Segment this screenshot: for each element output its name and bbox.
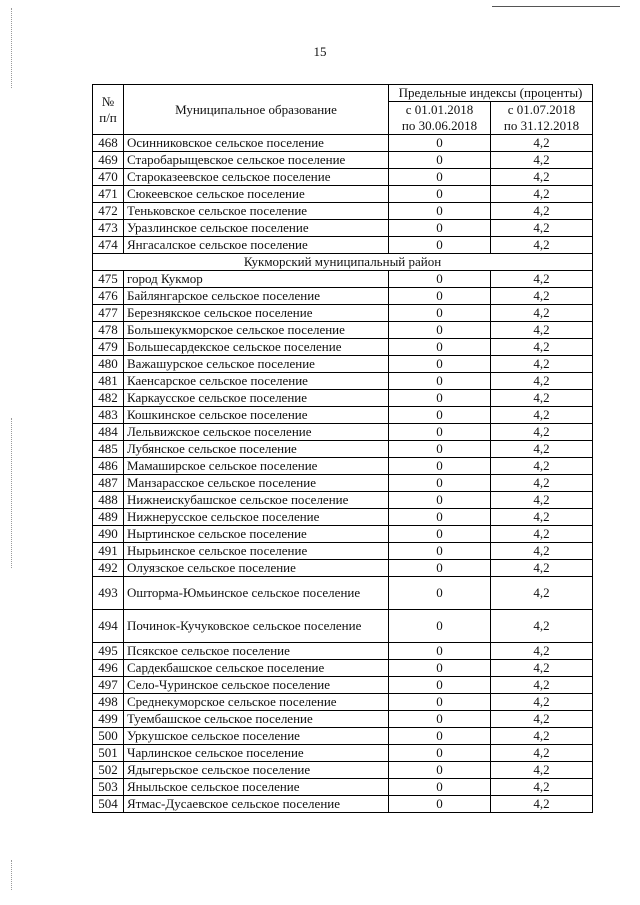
table-row — [93, 694, 593, 711]
row-value-period-2: 4,2 — [491, 135, 593, 152]
row-number: 471 — [93, 186, 124, 203]
row-value-period-2: 4,2 — [491, 220, 593, 237]
row-municipality: Туембашское сельское поселение — [124, 711, 389, 728]
row-value-period-1: 0 — [389, 475, 491, 492]
row-number: 486 — [93, 458, 124, 475]
row-municipality: Уркушское сельское поселение — [124, 728, 389, 745]
row-municipality: Теньковское сельское поселение — [124, 203, 389, 220]
row-value-period-2: 4,2 — [491, 458, 593, 475]
row-value-period-1: 0 — [389, 271, 491, 288]
row-value-period-2: 4,2 — [491, 643, 593, 660]
row-number: 482 — [93, 390, 124, 407]
row-value-period-2: 4,2 — [491, 441, 593, 458]
row-number: 469 — [93, 152, 124, 169]
row-value-period-2: 4,2 — [491, 610, 593, 643]
row-municipality: Чарлинское сельское поселение — [124, 745, 389, 762]
row-municipality: Ошторма-Юмьинское сельское поселение — [124, 577, 389, 610]
table-row — [93, 509, 593, 526]
row-value-period-1: 0 — [389, 390, 491, 407]
row-number: 475 — [93, 271, 124, 288]
row-number: 477 — [93, 305, 124, 322]
section-title: Кукморский муниципальный район — [93, 254, 593, 271]
row-number: 485 — [93, 441, 124, 458]
table-row — [93, 288, 593, 305]
row-municipality: Лельвижское сельское поселение — [124, 424, 389, 441]
table-row — [93, 711, 593, 728]
row-value-period-1: 0 — [389, 322, 491, 339]
row-value-period-2: 4,2 — [491, 577, 593, 610]
row-value-period-1: 0 — [389, 458, 491, 475]
row-number: 495 — [93, 643, 124, 660]
row-value-period-1: 0 — [389, 509, 491, 526]
row-number: 483 — [93, 407, 124, 424]
row-value-period-2: 4,2 — [491, 271, 593, 288]
table-row — [93, 135, 593, 152]
table-row — [93, 220, 593, 237]
row-municipality: Большесардекское сельское поселение — [124, 339, 389, 356]
row-number: 479 — [93, 339, 124, 356]
row-number: 500 — [93, 728, 124, 745]
row-value-period-2: 4,2 — [491, 339, 593, 356]
row-municipality: Каенсарское сельское поселение — [124, 373, 389, 390]
row-value-period-1: 0 — [389, 677, 491, 694]
table-row — [93, 441, 593, 458]
table-row — [93, 390, 593, 407]
row-value-period-2: 4,2 — [491, 492, 593, 509]
row-value-period-2: 4,2 — [491, 322, 593, 339]
row-municipality: город Кукмор — [124, 271, 389, 288]
row-municipality: Осинниковское сельское поселение — [124, 135, 389, 152]
row-number: 492 — [93, 560, 124, 577]
row-number: 494 — [93, 610, 124, 643]
row-municipality: Большекукморское сельское поселение — [124, 322, 389, 339]
table-row — [93, 475, 593, 492]
row-value-period-1: 0 — [389, 186, 491, 203]
row-number: 504 — [93, 796, 124, 813]
margin-mark — [11, 418, 12, 568]
row-number: 473 — [93, 220, 124, 237]
table-row — [93, 203, 593, 220]
row-value-period-2: 4,2 — [491, 169, 593, 186]
row-value-period-1: 0 — [389, 169, 491, 186]
row-number: 476 — [93, 288, 124, 305]
row-municipality: Сюкеевское сельское поселение — [124, 186, 389, 203]
row-value-period-2: 4,2 — [491, 509, 593, 526]
row-number: 481 — [93, 373, 124, 390]
row-value-period-2: 4,2 — [491, 356, 593, 373]
row-municipality: Каркаусское сельское поселение — [124, 390, 389, 407]
row-number: 498 — [93, 694, 124, 711]
row-municipality: Ныpьинское сельское поселение — [124, 543, 389, 560]
row-value-period-2: 4,2 — [491, 475, 593, 492]
section-row-group — [93, 254, 593, 271]
table-row — [93, 677, 593, 694]
row-municipality: Уразлинское сельское поселение — [124, 220, 389, 237]
row-number: 497 — [93, 677, 124, 694]
table-row — [93, 660, 593, 677]
row-municipality: Манзарасское сельское поселение — [124, 475, 389, 492]
row-value-period-1: 0 — [389, 796, 491, 813]
row-value-period-1: 0 — [389, 745, 491, 762]
header-number — [93, 85, 124, 135]
page-number: 15 — [313, 44, 327, 59]
table-row — [93, 407, 593, 424]
row-value-period-1: 0 — [389, 152, 491, 169]
table-row — [93, 526, 593, 543]
table-body-after — [93, 271, 593, 813]
row-value-period-1: 0 — [389, 543, 491, 560]
row-value-period-2: 4,2 — [491, 237, 593, 254]
row-number: 472 — [93, 203, 124, 220]
tariff-index-table — [92, 84, 593, 813]
header-index-group: Предельные индексы (проценты) — [389, 85, 593, 102]
row-value-period-2: 4,2 — [491, 526, 593, 543]
margin-mark — [11, 860, 12, 890]
row-value-period-1: 0 — [389, 305, 491, 322]
row-value-period-1: 0 — [389, 288, 491, 305]
row-value-period-2: 4,2 — [491, 186, 593, 203]
row-value-period-2: 4,2 — [491, 711, 593, 728]
row-number: 489 — [93, 509, 124, 526]
top-rule — [492, 6, 620, 7]
row-value-period-1: 0 — [389, 728, 491, 745]
row-value-period-1: 0 — [389, 643, 491, 660]
row-municipality: Важашурское сельское поселение — [124, 356, 389, 373]
row-municipality: Кошкинское сельское поселение — [124, 407, 389, 424]
row-municipality: Березнякское сельское поселение — [124, 305, 389, 322]
row-number: 468 — [93, 135, 124, 152]
row-number: 470 — [93, 169, 124, 186]
row-value-period-1: 0 — [389, 220, 491, 237]
table-row — [93, 169, 593, 186]
row-value-period-2: 4,2 — [491, 677, 593, 694]
row-municipality: Сардекбашское сельское поселение — [124, 660, 389, 677]
row-value-period-2: 4,2 — [491, 373, 593, 390]
row-number: 491 — [93, 543, 124, 560]
row-municipality: Старобарыщевское сельское поселение — [124, 152, 389, 169]
table-row — [93, 305, 593, 322]
table-row — [93, 339, 593, 356]
row-value-period-2: 4,2 — [491, 779, 593, 796]
row-value-period-2: 4,2 — [491, 762, 593, 779]
row-municipality: Мамаширское сельское поселение — [124, 458, 389, 475]
row-municipality: Ятмас-Дусаевское сельское поселение — [124, 796, 389, 813]
row-value-period-1: 0 — [389, 373, 491, 390]
row-value-period-2: 4,2 — [491, 390, 593, 407]
row-value-period-1: 0 — [389, 407, 491, 424]
row-municipality: Байлянгарское сельское поселение — [124, 288, 389, 305]
table-row — [93, 458, 593, 475]
row-value-period-1: 0 — [389, 237, 491, 254]
header-period-2: с 01.07.2018 по 31.12.2018 — [491, 102, 593, 135]
table-row — [93, 610, 593, 643]
row-value-period-2: 4,2 — [491, 152, 593, 169]
table-row — [93, 237, 593, 254]
table-row — [93, 796, 593, 813]
row-value-period-1: 0 — [389, 560, 491, 577]
header-number-text: № п/п — [99, 93, 117, 125]
row-number: 503 — [93, 779, 124, 796]
table-row — [93, 643, 593, 660]
row-number: 502 — [93, 762, 124, 779]
row-municipality: Янгасалское сельское поселение — [124, 237, 389, 254]
row-municipality: Ядыгерьское сельское поселение — [124, 762, 389, 779]
row-value-period-2: 4,2 — [491, 796, 593, 813]
row-value-period-1: 0 — [389, 526, 491, 543]
table-row — [93, 762, 593, 779]
row-value-period-2: 4,2 — [491, 745, 593, 762]
row-municipality: Псякское сельское поселение — [124, 643, 389, 660]
row-value-period-2: 4,2 — [491, 660, 593, 677]
header-municipality: Муниципальное образование — [124, 85, 389, 135]
row-number: 496 — [93, 660, 124, 677]
row-value-period-2: 4,2 — [491, 203, 593, 220]
row-value-period-1: 0 — [389, 424, 491, 441]
table-row — [93, 543, 593, 560]
row-value-period-2: 4,2 — [491, 728, 593, 745]
table-row — [93, 577, 593, 610]
row-value-period-2: 4,2 — [491, 560, 593, 577]
row-value-period-1: 0 — [389, 660, 491, 677]
row-value-period-1: 0 — [389, 135, 491, 152]
header-period-1: с 01.01.2018 по 30.06.2018 — [389, 102, 491, 135]
table-row — [93, 373, 593, 390]
row-number: 478 — [93, 322, 124, 339]
row-number: 474 — [93, 237, 124, 254]
row-municipality: Ныртинское сельское поселение — [124, 526, 389, 543]
row-value-period-2: 4,2 — [491, 424, 593, 441]
table-row — [93, 152, 593, 169]
table-row — [93, 560, 593, 577]
row-number: 499 — [93, 711, 124, 728]
table-row — [93, 728, 593, 745]
row-municipality: Село-Чуринское сельское поселение — [124, 677, 389, 694]
table-row — [93, 322, 593, 339]
row-municipality: Нижнеискубашское сельское поселение — [124, 492, 389, 509]
row-value-period-2: 4,2 — [491, 694, 593, 711]
row-value-period-2: 4,2 — [491, 288, 593, 305]
row-value-period-1: 0 — [389, 203, 491, 220]
table-row — [93, 779, 593, 796]
row-value-period-1: 0 — [389, 492, 491, 509]
row-municipality: Починок-Кучуковское сельское поселение — [124, 610, 389, 643]
row-number: 487 — [93, 475, 124, 492]
row-value-period-2: 4,2 — [491, 305, 593, 322]
row-number: 488 — [93, 492, 124, 509]
row-number: 480 — [93, 356, 124, 373]
table-row — [93, 271, 593, 288]
row-value-period-1: 0 — [389, 762, 491, 779]
row-municipality: Яныльское сельское поселение — [124, 779, 389, 796]
row-value-period-1: 0 — [389, 610, 491, 643]
table-row — [93, 356, 593, 373]
table-row — [93, 492, 593, 509]
row-municipality: Среднекуморское сельское поселение — [124, 694, 389, 711]
row-value-period-1: 0 — [389, 577, 491, 610]
table-row — [93, 424, 593, 441]
row-value-period-1: 0 — [389, 339, 491, 356]
row-number: 484 — [93, 424, 124, 441]
row-municipality: Старoказеевское сельское поселение — [124, 169, 389, 186]
row-number: 490 — [93, 526, 124, 543]
row-value-period-1: 0 — [389, 356, 491, 373]
row-value-period-2: 4,2 — [491, 543, 593, 560]
table-row — [93, 745, 593, 762]
table-row — [93, 186, 593, 203]
row-value-period-1: 0 — [389, 779, 491, 796]
table-body-before — [93, 135, 593, 254]
row-value-period-1: 0 — [389, 441, 491, 458]
row-number: 493 — [93, 577, 124, 610]
row-municipality: Нижнерусское сельское поселение — [124, 509, 389, 526]
row-number: 501 — [93, 745, 124, 762]
row-value-period-1: 0 — [389, 711, 491, 728]
row-municipality: Лубянское сельское поселение — [124, 441, 389, 458]
row-municipality: Олуязское сельское поселение — [124, 560, 389, 577]
row-value-period-1: 0 — [389, 694, 491, 711]
row-value-period-2: 4,2 — [491, 407, 593, 424]
